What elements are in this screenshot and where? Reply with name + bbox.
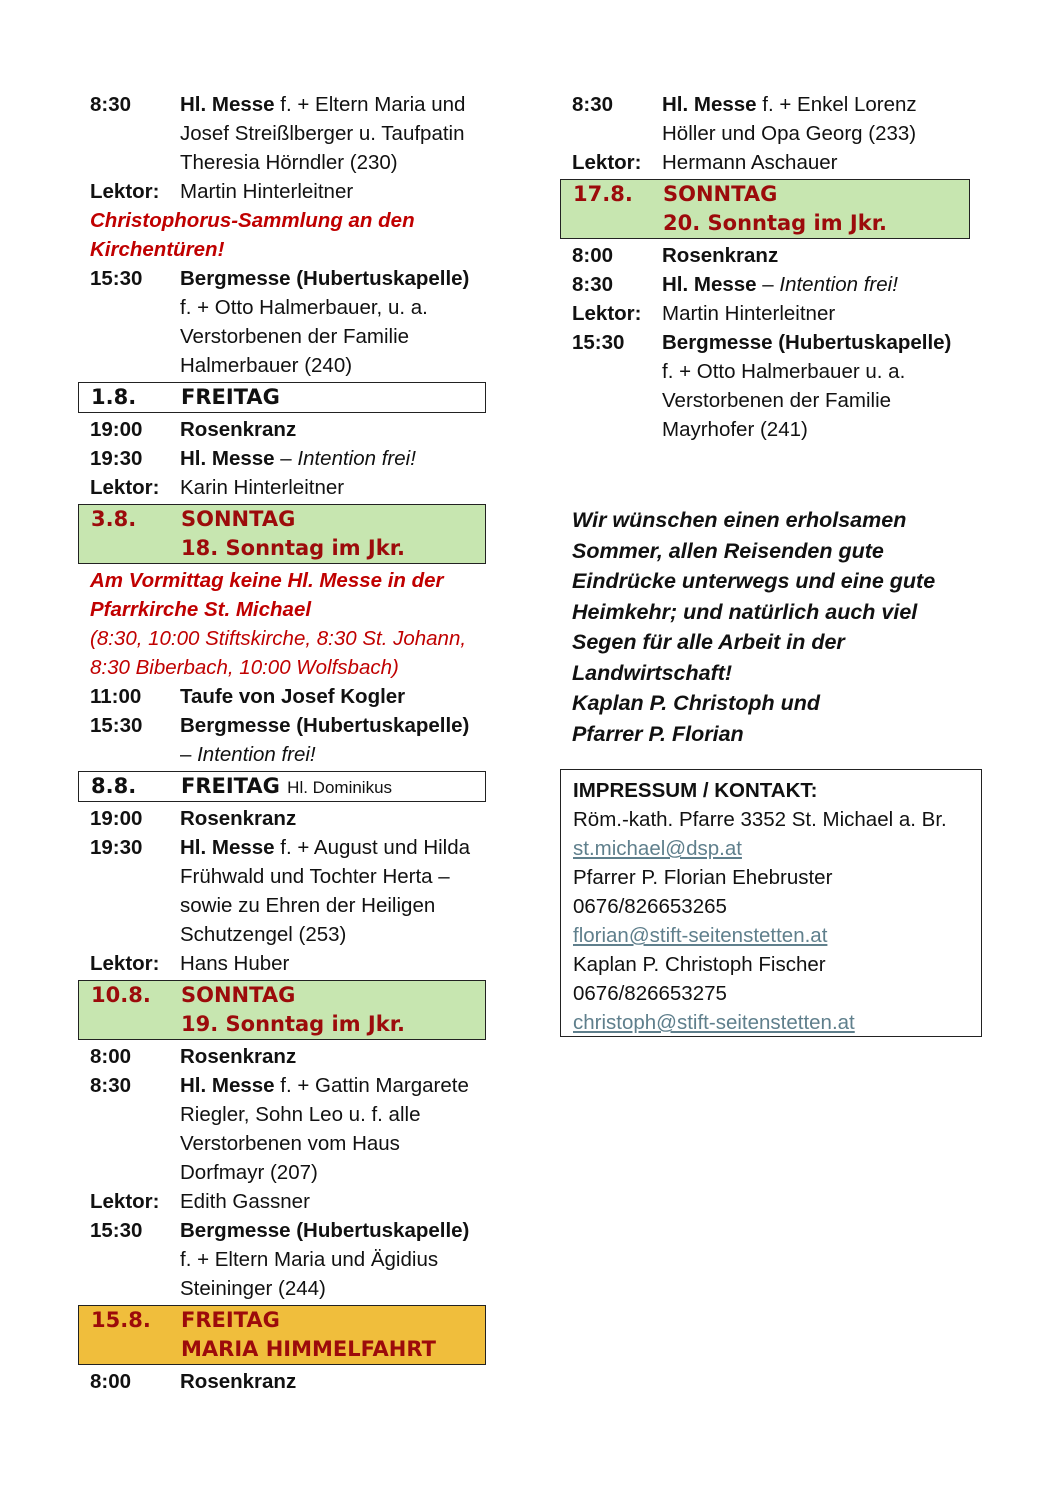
schedule-line: [90, 920, 498, 949]
schedule-line: [90, 711, 498, 740]
event-detail: f. + Enkel Lorenz: [756, 93, 917, 116]
day-subtitle: 18. Sonntag im Jkr.: [181, 536, 406, 560]
notice-red: [90, 624, 498, 682]
schedule-line: [90, 1100, 498, 1129]
schedule-line: [90, 682, 498, 711]
schedule-block: [572, 90, 982, 177]
event-detail: Karin Hinterleitner: [180, 476, 345, 499]
schedule-text: [180, 740, 316, 769]
schedule-line: [90, 148, 498, 177]
schedule-time: 15:30: [90, 1219, 143, 1242]
schedule-time: 19:00: [90, 418, 143, 441]
schedule-block: [572, 241, 982, 444]
schedule-text: [180, 1158, 318, 1187]
day-header-friday: [78, 771, 486, 802]
schedule-text: [180, 682, 405, 711]
schedule-time: 8:30: [90, 1074, 132, 1097]
schedule-text: [180, 1129, 400, 1158]
schedule-block: [90, 1367, 498, 1396]
event-detail: Verstorbenen vom Haus: [180, 1132, 400, 1155]
schedule-text: [180, 1216, 469, 1245]
day-name: SONNTAG: [181, 507, 296, 531]
event-detail: Verstorbenen der Familie: [662, 389, 892, 412]
event-detail: f. + Eltern Maria und Ägidius: [180, 1248, 439, 1271]
schedule-time: 8:00: [90, 1370, 132, 1393]
schedule-time: 19:00: [90, 807, 143, 830]
schedule-line: [572, 386, 982, 415]
schedule-block: [90, 804, 498, 978]
event-detail: –: [274, 447, 298, 470]
day-name: FREITAG: [181, 385, 280, 409]
notice-line: Kirchentüren!: [90, 238, 225, 261]
schedule-text: [662, 90, 917, 119]
schedule-line: [90, 1216, 498, 1245]
parish-email-link[interactable]: st.michael@dsp.at: [573, 837, 742, 860]
event-detail: Edith Gassner: [180, 1190, 310, 1213]
schedule-time: 8:30: [572, 273, 614, 296]
event-detail: Hermann Aschauer: [662, 151, 838, 174]
schedule-line: [90, 415, 498, 444]
left-column: [90, 90, 498, 1396]
schedule-text: [180, 264, 469, 293]
schedule-text: [180, 1100, 420, 1129]
event-detail: Halmerbauer (240): [180, 354, 353, 377]
day-name: FREITAG: [181, 774, 280, 798]
notice-line: Heimkehr; und natürlich auch viel: [572, 599, 918, 624]
schedule-text: [180, 862, 450, 891]
notice-line: Kaplan P. Christoph und: [572, 691, 821, 715]
schedule-time: Lektor:: [90, 952, 160, 975]
event-detail: Riegler, Sohn Leo u. f. alle: [180, 1103, 421, 1126]
schedule-time: Lektor:: [90, 180, 160, 203]
schedule-text: [180, 891, 435, 920]
day-date: 8.8.: [91, 774, 137, 798]
schedule-line: [572, 415, 982, 444]
schedule-line: [90, 264, 498, 293]
event-title: Bergmesse (Hubertuskapelle): [662, 331, 952, 354]
event-detail: sowie zu Ehren der Heiligen: [180, 894, 436, 917]
day-header-friday: [78, 382, 486, 413]
event-title: Rosenkranz: [180, 1045, 297, 1068]
event-title: Rosenkranz: [180, 1370, 297, 1393]
day-name: SONNTAG: [663, 182, 778, 206]
day-name: FREITAG: [181, 1308, 280, 1332]
notice-line: Eindrücke unterwegs und eine gute: [572, 569, 936, 593]
intention-note: Intention frei!: [297, 447, 416, 470]
schedule-line: [90, 1042, 498, 1071]
schedule-line: [90, 1158, 498, 1187]
day-header-sunday: [560, 179, 970, 239]
event-title: Hl. Messe: [662, 93, 757, 116]
schedule-text: [180, 833, 470, 862]
event-title: Rosenkranz: [662, 244, 779, 267]
event-title: Hl. Messe: [180, 836, 275, 859]
event-detail: f. + Otto Halmerbauer, u. a.: [180, 296, 428, 319]
event-title: Bergmesse (Hubertuskapelle): [180, 267, 470, 290]
schedule-line: [572, 270, 982, 299]
schedule-text: [662, 415, 808, 444]
schedule-line: [572, 328, 982, 357]
schedule-text: [662, 357, 905, 386]
schedule-text: [662, 241, 778, 270]
schedule-line: [90, 293, 498, 322]
schedule-line: [90, 949, 498, 978]
schedule-time: Lektor:: [90, 476, 160, 499]
parish-address: Röm.-kath. Pfarre 3352 St. Michael a. Br.: [573, 808, 947, 831]
day-header-sunday: [78, 504, 486, 564]
event-detail: Steininger (244): [180, 1277, 326, 1300]
schedule-text: [180, 415, 296, 444]
schedule-line: [572, 90, 982, 119]
event-detail: Dorfmayr (207): [180, 1161, 318, 1184]
notice-line: 8:30 Biberbach, 10:00 Wolfsbach): [90, 656, 399, 679]
impressum-title: IMPRESSUM / KONTAKT:: [573, 779, 818, 802]
event-title: Hl. Messe: [180, 447, 275, 470]
event-detail: Verstorbenen der Familie: [180, 325, 410, 348]
schedule-time: Lektor:: [90, 1190, 160, 1213]
schedule-block: [90, 1042, 498, 1303]
event-detail: Höller und Opa Georg (233): [662, 122, 917, 145]
schedule-text: [180, 1187, 310, 1216]
event-detail: Mayrhofer (241): [662, 418, 808, 441]
notice-line: Segen für alle Arbeit in der: [572, 630, 845, 654]
notice-line: Christophorus-Sammlung an den: [90, 209, 415, 232]
schedule-line: [90, 862, 498, 891]
schedule-line: [572, 119, 982, 148]
schedule-text: [662, 119, 916, 148]
event-detail: Martin Hinterleitner: [662, 302, 836, 325]
schedule-text: [662, 328, 951, 357]
schedule-time: 19:30: [90, 447, 143, 470]
saint-name: Hl. Dominikus: [287, 778, 393, 797]
event-detail: f. + Gattin Margarete: [274, 1074, 469, 1097]
schedule-block: [90, 90, 498, 206]
schedule-block: [90, 415, 498, 502]
schedule-line: [90, 1245, 498, 1274]
event-title: Rosenkranz: [180, 418, 297, 441]
day-date: 3.8.: [91, 507, 137, 531]
intention-note: Intention frei!: [779, 273, 898, 296]
notice-line: Pfarrer P. Florian: [572, 721, 744, 746]
notice-line: Landwirtschaft!: [572, 660, 733, 685]
schedule-text: [180, 1367, 296, 1396]
notice-red-bold: [90, 206, 498, 264]
schedule-time: 8:00: [90, 1045, 132, 1068]
schedule-line: [90, 1187, 498, 1216]
schedule-time: 19:30: [90, 836, 143, 859]
schedule-line: [90, 891, 498, 920]
event-detail: Josef Streißlberger u. Taufpatin: [180, 122, 465, 145]
event-detail: –: [756, 273, 780, 296]
schedule-text: [180, 949, 289, 978]
day-name: SONNTAG: [181, 983, 296, 1007]
schedule-time: 15:30: [572, 331, 625, 354]
schedule-block: [90, 682, 498, 769]
schedule-text: [662, 148, 837, 177]
schedule-line: [90, 833, 498, 862]
schedule-text: [662, 299, 835, 328]
event-title: Hl. Messe: [662, 273, 757, 296]
event-detail: –: [180, 743, 198, 766]
pfarrer-name: Pfarrer P. Florian Ehebruster: [573, 866, 833, 889]
day-subtitle: 19. Sonntag im Jkr.: [181, 1012, 406, 1036]
event-title: Taufe von Josef Kogler: [180, 685, 406, 708]
schedule-text: [180, 1042, 296, 1071]
pfarrer-email-link[interactable]: florian@stift-seitenstetten.at: [573, 924, 828, 947]
schedule-line: [90, 1071, 498, 1100]
schedule-line: [90, 90, 498, 119]
kaplan-name: Kaplan P. Christoph Fischer: [573, 953, 826, 976]
schedule-time: 8:00: [572, 244, 614, 267]
event-detail: Martin Hinterleitner: [180, 180, 354, 203]
notice-line: Sommer, allen Reisenden gute: [572, 538, 884, 563]
schedule-text: [180, 1274, 326, 1303]
schedule-text: [180, 473, 344, 502]
right-column: [572, 90, 982, 444]
schedule-text: [180, 1071, 469, 1100]
schedule-time: 8:30: [572, 93, 614, 116]
schedule-time: 8:30: [90, 93, 132, 116]
day-header-sunday: [78, 980, 486, 1040]
schedule-line: [90, 351, 498, 380]
schedule-text: [662, 270, 898, 299]
schedule-line: [572, 241, 982, 270]
day-subtitle: MARIA HIMMELFAHRT: [181, 1337, 436, 1361]
schedule-text: [180, 711, 469, 740]
schedule-text: [180, 177, 353, 206]
schedule-text: [180, 920, 346, 949]
pfarrer-phone: 0676/826653265: [573, 895, 727, 918]
schedule-line: [90, 740, 498, 769]
event-title: Hl. Messe: [180, 93, 275, 116]
schedule-text: [180, 351, 352, 380]
impressum-box: [560, 769, 982, 1037]
schedule-text: [180, 119, 465, 148]
day-subtitle: 20. Sonntag im Jkr.: [663, 211, 888, 235]
event-title: Hl. Messe: [180, 1074, 275, 1097]
schedule-line: [90, 177, 498, 206]
event-detail: Schutzengel (253): [180, 923, 347, 946]
schedule-line: [90, 322, 498, 351]
event-detail: Theresia Hörndler (230): [180, 151, 398, 174]
schedule-text: [180, 444, 416, 473]
schedule-line: [572, 357, 982, 386]
notice-line: Wir wünschen einen erholsamen: [572, 508, 907, 532]
schedule-line: [90, 444, 498, 473]
intention-note: Intention frei!: [197, 743, 316, 766]
summer-wishes: [572, 505, 992, 749]
notice-line: Pfarrkirche St. Michael: [90, 598, 312, 621]
schedule-text: [180, 804, 296, 833]
schedule-line: [90, 1367, 498, 1396]
event-detail: Frühwald und Tochter Herta –: [180, 865, 450, 888]
schedule-block: [90, 264, 498, 380]
schedule-line: [90, 1274, 498, 1303]
day-date: 10.8.: [91, 983, 151, 1007]
notice-line: (8:30, 10:00 Stiftskirche, 8:30 St. Johann,: [90, 627, 467, 650]
day-date: 17.8.: [573, 182, 633, 206]
schedule-text: [180, 322, 409, 351]
notice-line: Am Vormittag keine Hl. Messe in der: [90, 569, 444, 592]
schedule-time: Lektor:: [572, 302, 642, 325]
schedule-line: [90, 473, 498, 502]
schedule-line: [90, 119, 498, 148]
event-detail: f. + Otto Halmerbauer u. a.: [662, 360, 906, 383]
notice-red-bold: [90, 566, 498, 624]
schedule-text: [662, 386, 891, 415]
schedule-time: Lektor:: [572, 151, 642, 174]
schedule-time: 11:00: [90, 685, 142, 708]
event-detail: Hans Huber: [180, 952, 290, 975]
schedule-time: 15:30: [90, 714, 143, 737]
schedule-line: [90, 804, 498, 833]
day-date: 1.8.: [91, 385, 137, 409]
schedule-line: [572, 299, 982, 328]
schedule-time: 15:30: [90, 267, 143, 290]
schedule-line: [572, 148, 982, 177]
schedule-line: [90, 1129, 498, 1158]
event-detail: f. + August und Hilda: [274, 836, 471, 859]
kaplan-email-link[interactable]: christoph@stift-seitenstetten.at: [573, 1011, 855, 1034]
event-title: Bergmesse (Hubertuskapelle): [180, 1219, 470, 1242]
schedule-text: [180, 1245, 438, 1274]
event-title: Bergmesse (Hubertuskapelle): [180, 714, 470, 737]
event-detail: f. + Eltern Maria und: [274, 93, 466, 116]
kaplan-phone: 0676/826653275: [573, 982, 727, 1005]
day-header-holiday: [78, 1305, 486, 1365]
schedule-text: [180, 293, 428, 322]
event-title: Rosenkranz: [180, 807, 297, 830]
day-date: 15.8.: [91, 1308, 151, 1332]
schedule-text: [180, 90, 465, 119]
schedule-text: [180, 148, 398, 177]
